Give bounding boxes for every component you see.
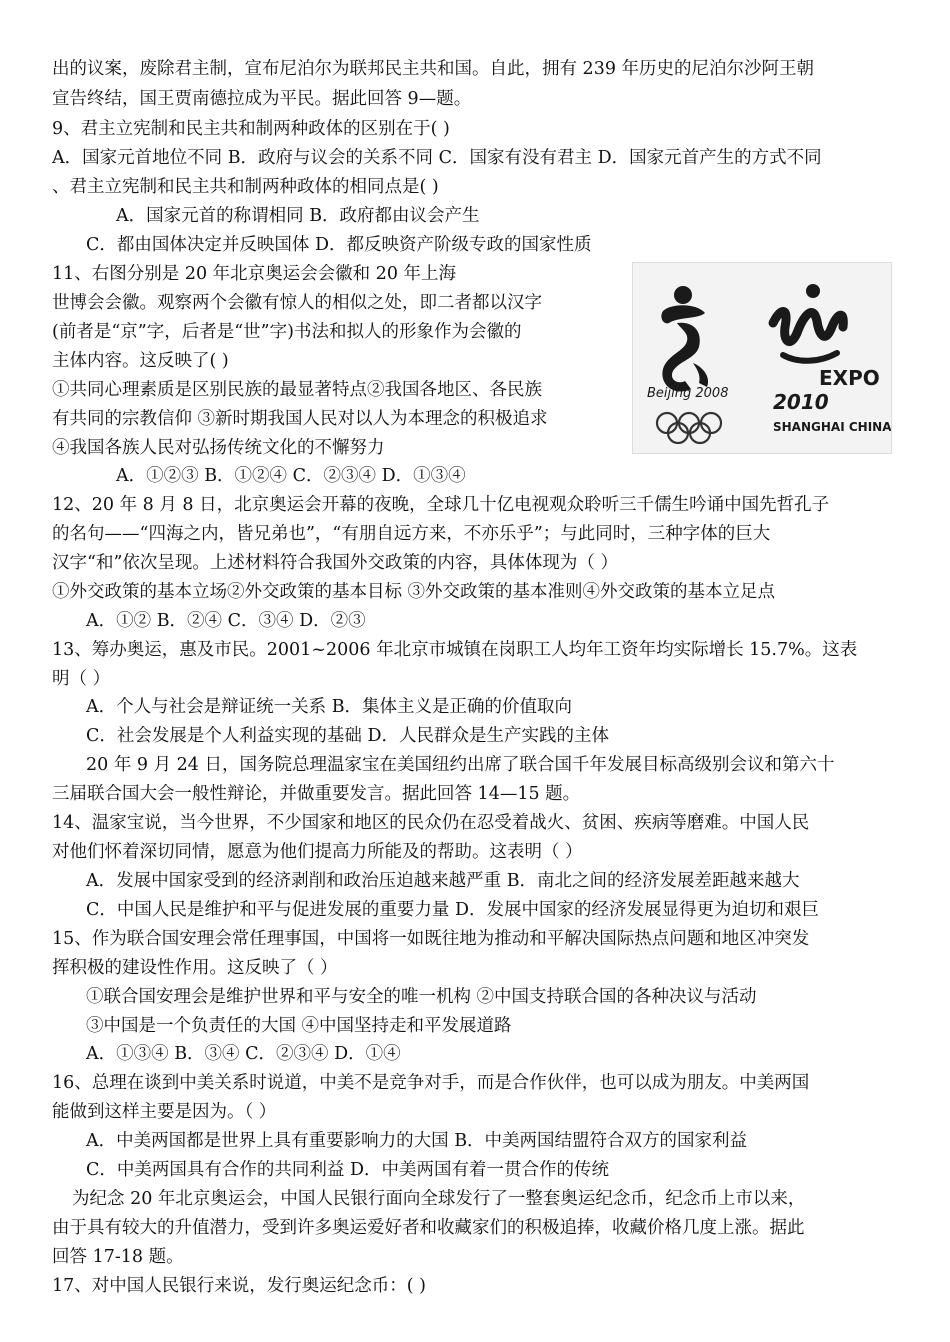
question-14: 14、温家宝说，当今世界，不少国家和地区的民众仍在忍受着战火、贫困、疾病等磨难。中国人民 [52,813,810,833]
beijing-caption: Beijing 2008 [647,386,729,401]
text-line: 出的议案，废除君主制，宣布尼泊尔为联邦民主共和国。自此，拥有 239 年历史的尼泊尔沙阿王朝 [52,59,815,79]
question-13-options-ab: A．个人与社会是辩证统一关系 B．集体主义是正确的价值取向 [86,697,573,717]
question-10: 、君主立宪制和民主共和制两种政体的相同点是( ) [52,177,439,197]
question-11-statements: ①共同心理素质是区别民族的最显著特点②我国各地区、各民族 [52,380,542,400]
text-line: 为纪念 20 年北京奥运会，中国人民银行面向全球发行了一整套奥运纪念币，纪念币上市以来， [72,1189,806,1209]
question-13: 13、筹办奥运，惠及市民。2001~2006 年北京市城镇在岗职工人均年工资年均实际增长 15.7%。这表 [52,640,858,660]
text-line: (前者是“京”字，后者是“世”字)书法和拟人的形象作为会徽的 [52,322,522,342]
question-10-options-cd: C．都由国体决定并反映国体 D．都反映资产阶级专政的国家性质 [86,235,592,255]
text-line: 由于具有较大的升值潜力，受到许多奥运爱好者和收藏家们的积极追捧，收藏价格几度上涨。据此 [52,1218,805,1238]
question-12: 12、20 年 8 月 8 日，北京奥运会开幕的夜晚，全球几十亿电视观众聆听三千儒生吟诵中国先哲孔子 [52,495,830,515]
text-line: 世博会会徽。观察两个会徽有惊人的相似之处，即二者都以汉字 [52,293,542,313]
beijing-emblem-icon [661,286,708,392]
question-15-statements: ③中国是一个负责任的大国 ④中国坚持走和平发展道路 [86,1016,512,1036]
expo-emblem-icon [773,284,843,361]
emblem-figure [632,262,892,454]
text-line: 20 年 9 月 24 日，国务院总理温家宝在美国纽约出席了联合国千年发展目标高级别会议和第六十 [86,755,835,775]
text-line: 三届联合国大会一般性辩论，并做重要发言。据此回答 14—15 题。 [52,784,581,804]
shanghai-caption: SHANGHAI CHINA [773,420,891,434]
question-11: 11、右图分别是 20 年北京奥运会会徽和 20 年上海 [52,264,457,284]
question-14-options-ab: A．发展中国家受到的经济剥削和政治压迫越来越严重 B．南北之间的经济发展差距越来越大 [86,871,800,891]
expo-caption: EXPO [819,366,880,390]
question-13-options-cd: C．社会发展是个人利益实现的基础 D．人民群众是生产实践的主体 [86,726,609,746]
question-10-options-ab: A．国家元首的称谓相同 B．政府都由议会产生 [116,206,480,226]
expo-year: 2010 [773,390,829,414]
text-line: 挥积极的建设性作用。这反映了（ ） [52,958,338,978]
text-line: 回答 17-18 题。 [52,1247,184,1267]
question-16-options-cd: C．中美两国具有合作的共同利益 D．中美两国有着一贯合作的传统 [86,1160,609,1180]
olympic-rings-icon [657,413,721,443]
question-9: 9、君主立宪制和民主共和制两种政体的区别在于( ) [52,119,450,139]
question-12-statements: ①外交政策的基本立场②外交政策的基本目标 ③外交政策的基本准则④外交政策的基本立足点 [52,582,776,602]
text-line: 有共同的宗教信仰 ③新时期我国人民对以人为本理念的积极追求 [52,409,548,429]
question-15-options: A．①③④ B．③④ C．②③④ D．①④ [86,1044,401,1064]
question-12-options: A．①② B．②④ C．③④ D．②③ [86,611,366,631]
text-line: 宣告终结，国王贾南德拉成为平民。据此回答 9—题。 [52,89,472,109]
question-17: 17、对中国人民银行来说，发行奥运纪念币：( ) [52,1276,426,1296]
text-line: 能做到这样主要是因为。（ ） [52,1102,277,1122]
text-line: 的名句——“四海之内，皆兄弟也”，“有朋自远方来，不亦乐乎”；与此同时，三种字体的巨大 [52,524,771,544]
question-14-options-cd: C．中国人民是维护和平与促进发展的重要力量 D．发展中国家的经济发展显得更为迫切和艰巨 [86,900,819,920]
question-15: 15、作为联合国安理会常任理事国，中国将一如既往地为推动和平解决国际热点问题和地区冲突发 [52,929,810,949]
question-15-statements: ①联合国安理会是维护世界和平与安全的唯一机构 ②中国支持联合国的各种决议与活动 [86,987,757,1007]
text-line: 汉字“和”依次呈现。上述材料符合我国外交政策的内容，具体体现为（ ） [52,553,618,573]
text-line: 对他们怀着深切同情，愿意为他们提高力所能及的帮助。这表明（ ） [52,842,583,862]
question-11-options: A．①②③ B．①②④ C．②③④ D．①③④ [116,466,466,486]
text-line: 主体内容。这反映了( ) [52,351,229,371]
text-line: 明（ ） [52,669,111,689]
text-line: ④我国各族人民对弘扬传统文化的不懈努力 [52,438,385,458]
emblem-image [633,263,891,453]
question-16: 16、总理在谈到中美关系时说道，中美不是竞争对手，而是合作伙伴，也可以成为朋友。中美两国 [52,1073,810,1093]
question-9-options: A．国家元首地位不同 B．政府与议会的关系不同 C．国家有没有君主 D．国家元首产生的方式不同 [52,148,822,168]
question-16-options-ab: A．中美两国都是世界上具有重要影响力的大国 B．中美两国结盟符合双方的国家利益 [86,1131,748,1151]
